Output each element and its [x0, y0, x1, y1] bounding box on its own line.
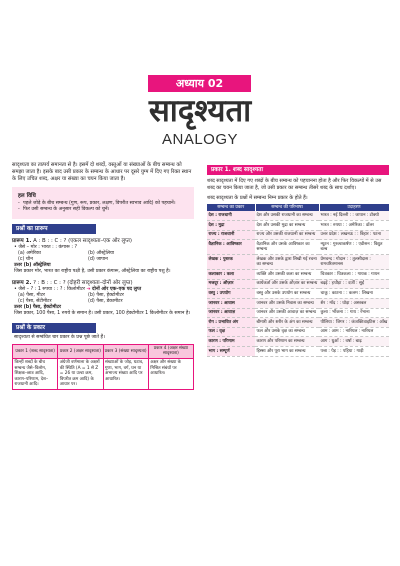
chapter-badge: अध्याय 02 [148, 75, 251, 92]
relation-definition: वैज्ञानिक और उसके आविष्कार का सम्बन्ध [255, 240, 319, 255]
format-1-options [12, 251, 194, 263]
types-header: प्रकार 1 (शब्द सादृश्यता) [13, 344, 58, 358]
format-2-explanation: जिस प्रकार, 100 पैसा, 1 रुपये के समान है। उसी प्रकार, 100 हेक्टोमीटर 1 किलोमीटर के समान है। [14, 311, 191, 317]
option: (b) पैसा, हेक्टोमीटर [88, 292, 124, 298]
relation-definition: जानवर और उसके निवास का सम्बन्ध [255, 298, 319, 308]
relation-type: कलाकार : कला [207, 270, 255, 280]
option: (d) जापान [88, 257, 108, 262]
method-box [12, 187, 194, 219]
format-2-options [12, 293, 194, 305]
table-row [207, 289, 389, 299]
option: (a) अमेरिका [18, 250, 41, 256]
method-item: - फिर उसी सम्बन्ध के अनुसार सही विकल्प को चुनें। [18, 207, 188, 213]
format-2-example: • जैसे – ? : 1 रुपया : : ? : किलोमीटर [14, 286, 85, 292]
section-types-heading: प्रश्नों के प्रकार [12, 323, 96, 333]
section-word-intro-2: शब्द सादृश्यता के प्रश्नों में सम्बन्ध निम्न प्रकार के होते हैं। [207, 194, 308, 201]
table-row [207, 279, 389, 289]
relation-example: पीलिया : जिगर : : कंजक्टिवाइटिस : आँख [319, 318, 389, 328]
relation-type: कारण : परिणाम [207, 337, 255, 347]
relation-example: कुत्ता : भौंकना : : गाय : रँभाना [319, 308, 389, 318]
relation-definition: व्यक्ति और उसकी कला का सम्बन्ध [255, 270, 319, 280]
table-row [207, 327, 389, 337]
relation-example: भारत : रुपया : : अमेरिका : डॉलर [319, 220, 389, 230]
format-1-question: A : B : : C : ? (एकल सादृश्यता–एक ओर लुप्त) [33, 237, 132, 244]
relation-example: पत्ता : पेड़ : : पहिया : गाड़ी [319, 346, 389, 356]
table-row [207, 230, 389, 240]
section-formats-heading: प्रश्नों का प्रारूप [12, 224, 96, 234]
relation-definition: बीमारी और शरीर के अंग का सम्बन्ध [255, 318, 319, 328]
format-2-example-note: दोनों ओर एक–एक पद लुप्त [92, 286, 142, 292]
format-2-label: प्रारूप 2. [12, 279, 32, 286]
table-row [207, 255, 389, 270]
relation-definition: देश और उसकी राजधानी का सम्बन्ध [255, 211, 319, 220]
format-2-answer-label: उत्तर (b) [14, 305, 32, 311]
section-types-intro: सादृश्यता से सम्बंधित चार प्रकार के प्रश्न पूछे जाते हैं। [14, 334, 105, 340]
relation-example: न्यूटन : गुरुत्वाकर्षण : : एडीसन : विद्युत बल्ब [319, 240, 389, 255]
intro-paragraph: सादृश्यता का तात्पर्य समानता से है। इसमें दो शब्दों, वस्तुओं या संख्याओं के बीच सम्बन्ध को समझा जाता है। इसके बाद उसी प्रकार के सम्बन्ध के आधार पर दूसरे युग्म में दिए गए रिक्त स्थान के लिए उचित शब्द, अक्षर या संख्या का चयन किया जाता है। [12, 162, 192, 182]
types-header: प्रकार 4 (अक्षर संख्या सादृश्यता) [148, 344, 193, 358]
relations-header: सम्बन्ध का प्रकार [207, 204, 255, 211]
table-row [207, 211, 389, 220]
relation-type: देश : राजधानी [207, 211, 255, 220]
relation-definition: लेखक और उसके द्वारा लिखी गई रचना का सम्बन्ध [255, 255, 319, 270]
option: (d) पैसा, डेकामीटर [88, 299, 123, 305]
relation-definition: देश और उसकी मुद्रा का सम्बन्ध [255, 220, 319, 230]
types-header: प्रकार 2 (अक्षर सादृश्यता) [58, 344, 103, 358]
relation-example: चाकू : काटना : : कलम : लिखना [319, 289, 389, 299]
format-1-explanation: जिस प्रकार मोर, भारत का राष्ट्रीय पक्षी है, उसी प्रकार कंगारू, ऑस्ट्रेलिया का राष्ट्रीय पशु है। [14, 269, 171, 275]
relation-type: वैज्ञानिक : आविष्कार [207, 240, 255, 255]
relation-definition: राज्य और उसकी राजधानी का सम्बन्ध [255, 230, 319, 240]
relation-definition: कार्यकर्ता और उसके औज़ार का सम्बन्ध [255, 279, 319, 289]
option: (b) ऑस्ट्रेलिया [88, 250, 115, 256]
relation-definition: जानवर और उसकी आवाज़ का सम्बन्ध [255, 308, 319, 318]
method-item: - पहले जोड़े के बीच सम्बन्ध (गुण, रूप, प्रकार, लक्षण, विपरीत स्वभाव आदि) को पहचानें। [18, 201, 188, 207]
page-title-hindi: सादृश्यता [148, 93, 252, 129]
relation-type: लेखक : पुस्तक [207, 255, 255, 270]
relation-example: उत्तर प्रदेश : लखनऊ : : बिहार : पटना [319, 230, 389, 240]
relation-definition: कारण और परिणाम का सम्बन्ध [255, 337, 319, 347]
method-heading: हल विधि [18, 193, 36, 199]
relation-type: जानवर : आवास [207, 298, 255, 308]
relation-type: रोग : प्रभावित अंग [207, 318, 255, 328]
relations-header: सम्बन्ध की परिभाषा [255, 204, 319, 211]
relation-type: राज्य : राजधानी [207, 230, 255, 240]
format-2-answer-value: पैसा, हेक्टोमीटर [32, 305, 61, 311]
table-row [207, 308, 389, 318]
relation-example: भारत : नई दिल्ली : : जापान : टोक्यो [319, 211, 389, 220]
section-word-intro: शब्द सादृश्यता में दिए गए शब्दों के बीच सम्बन्ध को पहचानना होता है और फिर विकल्पों में से उस शब्द का चयन किया जाता है, जो उसी प्रकार का सम्बन्ध तीसरे शब्द के साथ दर्शाए। [207, 178, 382, 191]
section-word-heading: प्रकार 1. शब्द सादृश्यता [207, 165, 389, 175]
relations-table [207, 204, 390, 356]
table-row [207, 337, 389, 347]
relation-type: देश : मुद्रा [207, 220, 255, 230]
relation-type: जानवर : आवाज़ [207, 308, 255, 318]
relation-example: आग : धुआँ : : वर्षा : बाढ़ [319, 337, 389, 347]
types-cell: अंग्रेजी वर्णमाला के अक्षरों की स्थिति (A = 1 से Z = 26 या उल्टा क्रम, विपरीत क्रम आदि) के आधार पर। [58, 358, 103, 390]
relation-example: बढ़ई : हथौड़ा : : दर्जी : सुई [319, 279, 389, 289]
relation-type: मजदूर : औज़ार [207, 279, 255, 289]
format-2 [12, 280, 194, 318]
table-row [207, 298, 389, 308]
table-row [207, 318, 389, 328]
arrow-right-icon: ➔ [86, 286, 91, 292]
relation-definition: फल और उसके वृक्ष का सम्बन्ध [255, 327, 319, 337]
format-1-answer-label: उत्तर (b) [14, 263, 32, 269]
table-row [207, 270, 389, 280]
format-1-label: प्रारूप 1. [12, 237, 32, 244]
relation-example: आम : आम : : नारियल : नारियल [319, 327, 389, 337]
types-cell: अक्षर और संख्या के मिश्रित संबंधों पर आधारित। [148, 358, 193, 390]
option: (a) पैसा, मीटर [18, 292, 45, 298]
relation-example: शेर : माँद : : घोड़ा : अस्तबल [319, 298, 389, 308]
relation-example: प्रेमचन्द : गोदान : : तुलसीदास : रामचरितमानस [319, 255, 389, 270]
format-2-question: ? : B : : C : ? (दोहरी सादृश्यता–दोनों ओर लुप्त) [33, 279, 133, 286]
types-header: प्रकार 3 (संख्या सादृश्यता) [103, 344, 148, 358]
format-1-answer-value: ऑस्ट्रेलिया [32, 263, 51, 269]
relations-header: उदाहरण [319, 204, 389, 211]
relation-definition: हिस्सा और पूरा भाग का सम्बन्ध [255, 346, 319, 356]
table-row [207, 346, 389, 356]
relation-type: भाग : सम्पूर्ण [207, 346, 255, 356]
left-column [12, 160, 194, 390]
table-row [207, 220, 389, 230]
relation-example: चित्रकार : चित्रकला : : गायक : गायन [319, 270, 389, 280]
types-cell: किन्हीं शब्दों के बीच सम्बन्ध जैसे–विलोम, शिक्षक–छात्र आदि, कारण–परिणाम, देश–राजधानी आदि। [13, 358, 58, 390]
option: (c) पैसा, सेंटीमीटर [18, 299, 52, 305]
format-1-example: • जैसे – मोर : भारत : : कंगारू : ? [14, 244, 78, 250]
relation-type: वस्तु : उपयोग [207, 289, 255, 299]
option: (c) चीन [18, 257, 33, 262]
page-title-english: ANALOGY [161, 131, 239, 148]
types-table [12, 344, 194, 390]
right-column [207, 160, 389, 357]
relation-type: फल : वृक्ष [207, 327, 255, 337]
relation-definition: वस्तु और उसके उपयोग का सम्बन्ध [255, 289, 319, 299]
table-row [207, 240, 389, 255]
format-1 [12, 238, 194, 276]
types-cell: संख्याओं के जोड़, घटाव, गुणा, भाग, वर्ग, घन या अभाज्य संख्या आदि पर आधारित। [103, 358, 148, 390]
